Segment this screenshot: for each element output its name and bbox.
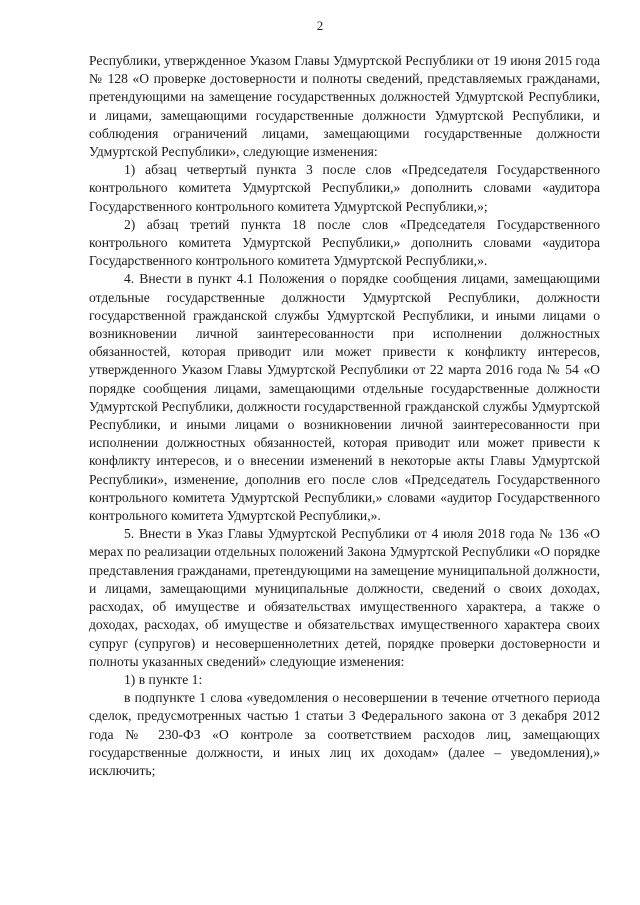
document-body bbox=[89, 52, 600, 780]
page-number: 2 bbox=[316, 18, 324, 33]
paragraph-item-1: 1) абзац четвертый пункта 3 после слов «Председателя Государственного контрольного комитета Удмуртской Республики,» дополнить словами «аудитора Государственного контрольного комитета Удмуртской Республики,»; bbox=[89, 162, 600, 214]
paragraph-continuation: Республики, утвержденное Указом Главы Удмуртской Республики от 19 июня 2015 года № 128 «О проверке достоверности и полноты сведений, представляемых гражданами, претендующими на замещение государственных должностей Удмуртской Республики, и лицами, замещающими государственные должности Удмуртской Республики, и соблюдения ограничений лицами, замещающими государственные должности Удмуртской Республики», следующие изменения: bbox=[89, 53, 600, 160]
paragraph-section-5: 5. Внести в Указ Главы Удмуртской Республики от 4 июля 2018 года № 136 «О мерах по реализации отдельных положений Закона Удмуртской Республики «О порядке представления гражданами, претендующими на замещение муниципальной должности, и лицами, замещающими муниципальные должности, сведений о своих доходах, расходах, об имуществе и обязательствах имущественного характера, а также о доходах, расходах, об имуществе и обязательствах имущественного характера своих супруг (супругов) и несовершеннолетних детей, порядке проверки достоверности и полноты указанных сведений» следующие изменения: bbox=[89, 526, 600, 669]
paragraph-subpoint-1: в подпункте 1 слова «уведомления о несовершении в течение отчетного периода сделок, предусмотренных частью 1 статьи 3 Федерального закона от 3 декабря 2012 года № 230-ФЗ «О контроле за соответствием расходов лиц, замещающих государственные должности, и иных лиц их доходам» (далее – уведомления),» исключить; bbox=[89, 690, 600, 778]
paragraph-item-2: 2) абзац третий пункта 18 после слов «Председателя Государственного контрольного комитета Удмуртской Республики,» дополнить словами «аудитора Государственного контрольного комитета Удмуртской Республики,». bbox=[89, 216, 600, 269]
paragraph-subitem-1: 1) в пункте 1: bbox=[124, 671, 203, 687]
paragraph-section-4: 4. Внести в пункт 4.1 Положения о порядке сообщения лицами, замещающими отдельные государственные должности Удмуртской Республики, должности государственной гражданской службы Удмуртской Республики, и иными лицами о возникновении личной заинтересованности при исполнении должностных обязанностей, которая приводит или может привести к конфликту интересов, утвержденного Указом Главы Удмуртской Республики от 22 марта 2016 года № 54 «О порядке сообщения лицами, замещающими отдельные государственные должности Удмуртской Республики, должности государственной гражданской службы Удмуртской Республики, и иными лицами о возникновении личной заинтересованности при исполнении должностных обязанностей, которая приводит или может привести к конфликту интересов, и о внесении изменений в некоторые акты Главы Удмуртской Республики», изменение, дополнив его после слов «Председатель Государственного контрольного комитета Удмуртской Республики,» словами «аудитор Государственного контрольного комитета Удмуртской Республики,». bbox=[89, 271, 600, 524]
